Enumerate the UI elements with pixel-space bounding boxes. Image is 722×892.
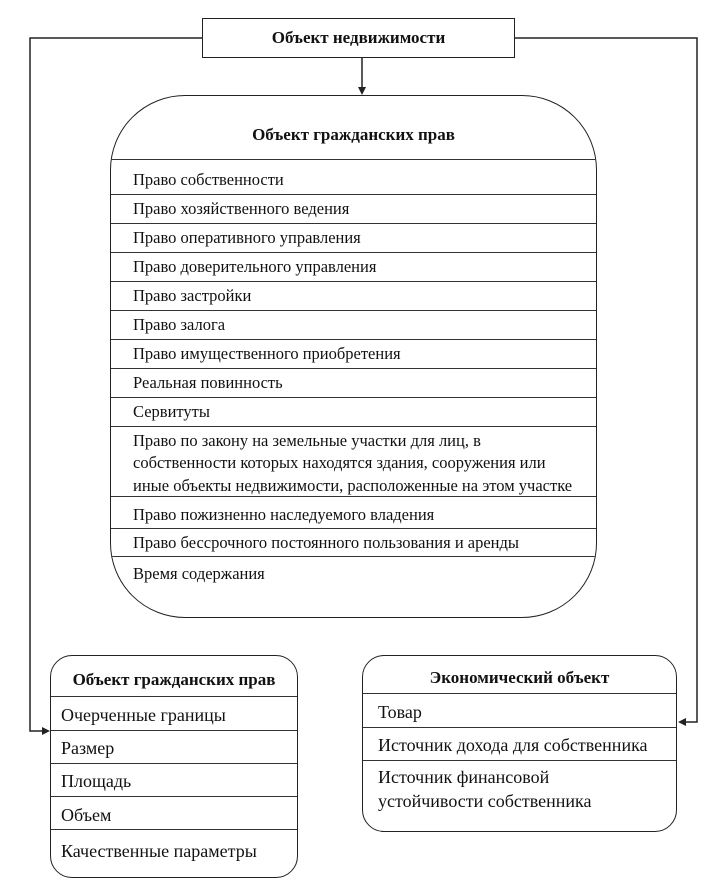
root-node: Объект недвижимости	[202, 18, 515, 58]
list-item-line: Источник финансовой	[378, 766, 550, 787]
list-item: Право имущественного приобретения	[111, 340, 596, 369]
arrowhead-center	[358, 87, 366, 95]
arrowhead-right	[678, 718, 686, 726]
list-item: Время содержания	[133, 563, 265, 583]
main-box-title: Объект гражданских прав	[111, 96, 596, 160]
list-item: Качественные параметры	[61, 840, 257, 861]
list-item: Объем	[51, 797, 297, 830]
list-item: Товар	[363, 694, 676, 728]
list-item-line: иные объекты недвижимости, расположенные на этом участке	[133, 475, 573, 495]
list-item-line: устойчивости собственника	[378, 790, 592, 811]
bottom-right-box-title: Экономический объект	[363, 656, 676, 694]
list-item: Право оперативного управления	[111, 224, 596, 253]
list-item: Право пожизненно наследуемого владения	[111, 497, 596, 529]
list-item: Право залога	[111, 311, 596, 340]
list-item: Сервитуты	[111, 398, 596, 427]
list-item	[111, 427, 596, 497]
list-item: Право застройки	[111, 282, 596, 311]
list-item-line: собственности которых находятся здания, сооружения или	[133, 453, 546, 472]
bottom-left-box-title: Объект гражданских прав	[51, 656, 297, 697]
main-box	[110, 95, 597, 618]
list-item: Реальная повинность	[111, 369, 596, 398]
list-item: Размер	[51, 731, 297, 764]
list-item: Площадь	[51, 764, 297, 797]
list-item: Источник дохода для собственника	[363, 728, 676, 761]
list-item: Право собственности	[111, 160, 596, 195]
list-item	[363, 761, 676, 832]
list-item: Право бессрочного постоянного пользования и аренды	[111, 529, 596, 557]
list-item: Очерченные границы	[51, 697, 297, 731]
arrowhead-left	[42, 727, 50, 735]
list-item: Право хозяйственного ведения	[111, 195, 596, 224]
bottom-left-box	[50, 655, 298, 878]
bottom-right-box	[362, 655, 677, 832]
list-item-line: Право по закону на земельные участки для лиц, в	[133, 430, 481, 450]
list-item: Право доверительного управления	[111, 253, 596, 282]
